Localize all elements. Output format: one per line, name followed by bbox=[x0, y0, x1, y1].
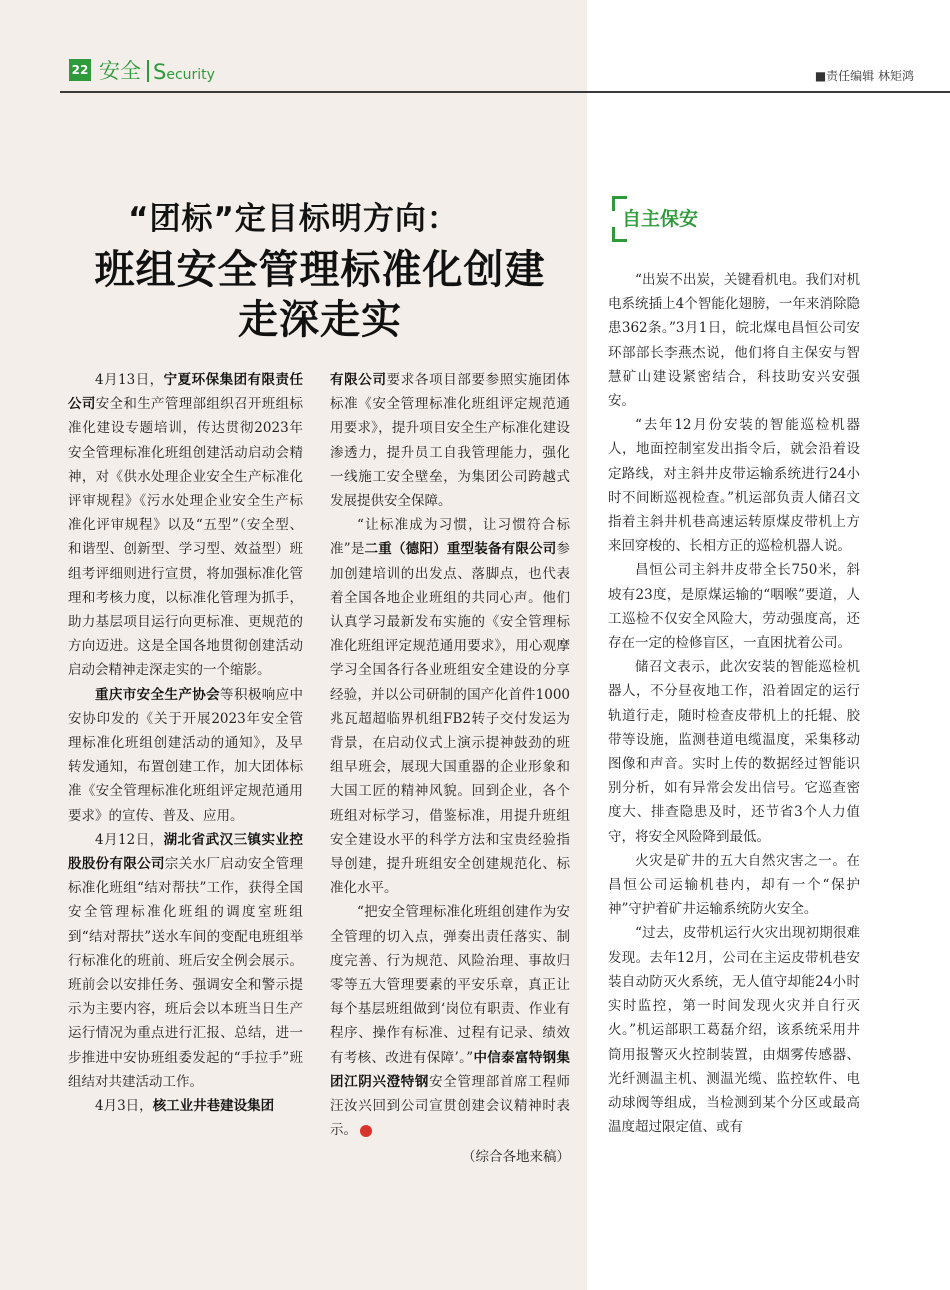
article-headline: 班组安全管理标准化创建 走深走实 bbox=[94, 247, 546, 343]
section-title-english: Security bbox=[153, 60, 215, 84]
section-divider bbox=[147, 60, 149, 82]
section-title: 安全 bbox=[99, 59, 141, 83]
page-number: 22 bbox=[69, 59, 91, 81]
sidebar-title: 自主保安 bbox=[622, 208, 699, 230]
paragraph: “出炭不出炭，关键看机电。我们对机电系统插上4个智能化翅膀，一年来消除隐患362条。”3月1日，皖北煤电昌恒公司安环部部长李燕杰说，他们将自主保安与智慧矿山建设紧密结合，科技助安兴安强安。 bbox=[608, 272, 860, 410]
sidebar-heading bbox=[612, 196, 712, 242]
paragraph: “把安全管理标准化班组创建作为安全管理的切入点，弹奏出责任落实、制度完善、行为规范、风险治理、事故归零等五大管理要素的平安乐章，真正让每个基层班组做到‘岗位有职责、作业有程序、操作有标准、过程有记录、绩效有考核、改进有保障’。”中信泰富特钢集团江阴兴澄特钢安全管理部首席工程师汪汝兴回到公司宣贯创建会议精神时表示。 bbox=[330, 904, 570, 1139]
page-header bbox=[0, 0, 950, 100]
responsible-editor: ■责任编辑 林矩鸿 bbox=[814, 69, 914, 83]
paragraph: 4月12日，湖北省武汉三镇实业控股股份有限公司宗关水厂启动安全管理标准化班组“结对帮扶”工作，获得全国安全管理标准化班组的调度室班组到“结对帮扶”送水车间的变配电班组举行标准化的班前、班后安全例会展示。班前会以安排任务、强调安全和警示提示为主要内容，班后会以本班当日生产运行情况为重点进行汇报、总结，进一步推进中安协班组委发起的“手拉手”班组结对共建活动工作。 bbox=[68, 831, 303, 1090]
paragraph: 火灾是矿井的五大自然灾害之一。在昌恒公司运输机巷内，却有一个“保护神”守护着矿井运输系统防火安全。 bbox=[608, 852, 860, 918]
paragraph: 昌恒公司主斜井皮带全长750米，斜坡有23度，是原煤运输的“咽喉”要道，人工巡检不仅安全风险大，劳动强度高，还存在一定的检修盲区，一直困扰着公司。 bbox=[608, 562, 860, 652]
article-kicker: “团标”定目标明方向： bbox=[128, 201, 459, 237]
paragraph: “让标准成为习惯，让习惯符合标准”是二重（德阳）重型装备有限公司参加创建培训的出发点、落脚点，也代表着全国各地企业班组的共同心声。他们认真学习最新发布实施的《安全管理标准化班组评定规范通用要求》，用心观摩学习全国各行各业班组安全建设的分享经验，并以公司研制的国产化首件1000兆瓦超超临界机组FB2转子交付发运为背景，在启动仪式上演示提神鼓劲的班组早班会，展现大国重器的企业形象和大国工匠的精神风貌。回到企业，各个班组对标学习，借鉴标准，用提升班组安全建设水平的科学方法和宝贵经验指导创建，提升班组安全创建规范化、标准化水平。 bbox=[330, 517, 571, 897]
paragraph: 4月3日，核工业井巷建设集团 bbox=[95, 1098, 275, 1115]
article-column-1 bbox=[68, 368, 303, 1118]
paragraph: “过去，皮带机运行火灾出现初期很难发现。去年12月，公司在主运皮带机巷安装自动防灭火系统，无人值守却能24小时实时监控，第一时间发现火灾并自行灭火。”机运部职工葛磊介绍，该系统采用井筒用报警灭火控制装置，由烟雾传感器、光纤测温主机、测温光缆、监控软件、电动球阀等组成，当检测到某个分区或最高温度超过限定值、或有 bbox=[608, 925, 860, 1136]
paragraph: “去年12月份安装的智能巡检机器人，地面控制室发出指令后，就会沿着设定路线，对主斜井皮带运输系统进行24小时不间断巡视检查。”机运部负责人储召文指着主斜井机巷高速运转原煤皮带机上方来回穿梭的、长相方正的巡检机器人说。 bbox=[608, 417, 860, 555]
paragraph: 储召文表示，此次安装的智能巡检机器人，不分昼夜地工作，沿着固定的运行轨道行走，随时检查皮带机上的托辊、胶带等设施，监测巷道电缆温度，采集移动图像和声音。实时上传的数据经过智能识别分析，如有异常会发出信号。它巡查密度大、排查隐患及时，还节省3个人力值守，将安全风险降到最低。 bbox=[608, 659, 860, 845]
article-source: （综合各地来稿） bbox=[462, 1148, 570, 1165]
header-rule bbox=[60, 91, 950, 93]
end-mark-icon bbox=[360, 1125, 372, 1137]
paragraph: 重庆市安全生产协会等积极响应中安协印发的《关于开展2023年安全管理标准化班组创建活动的通知》，及早转发通知，布置创建工作，加大团体标准《安全管理标准化班组评定规范通用要求》的宣传、普及、应用。 bbox=[68, 686, 304, 824]
article-column-2 bbox=[330, 368, 570, 1169]
paragraph: 4月13日，宁夏环保集团有限责任公司安全和生产管理部组织召开班组标准化建设专题培训，传达贯彻2023年安全管理标准化班组创建活动启动会精神，对《供水处理企业安全生产标准化评审规程》《污水处理企业安全生产标准化评审规程》以及“五型”（安全型、和谐型、创新型、学习型、效益型）班组考评细则进行宣贯，将加强标准化管理和考核力度，以标准化管理为抓手，助力基层项目运行向更标准、更规范的方向迈进。这是全国各地贯彻创建活动启动会精神走深走实的一个缩影。 bbox=[68, 372, 303, 679]
sidebar-column bbox=[608, 268, 860, 1139]
paragraph: 有限公司要求各项目部要参照实施团体标准《安全管理标准化班组评定规范通用要求》，提升项目安全生产标准化建设渗透力，提升员工自我管理能力，强化一线施工安全壁垒，为集团公司跨越式发展提供安全保障。 bbox=[330, 372, 570, 510]
